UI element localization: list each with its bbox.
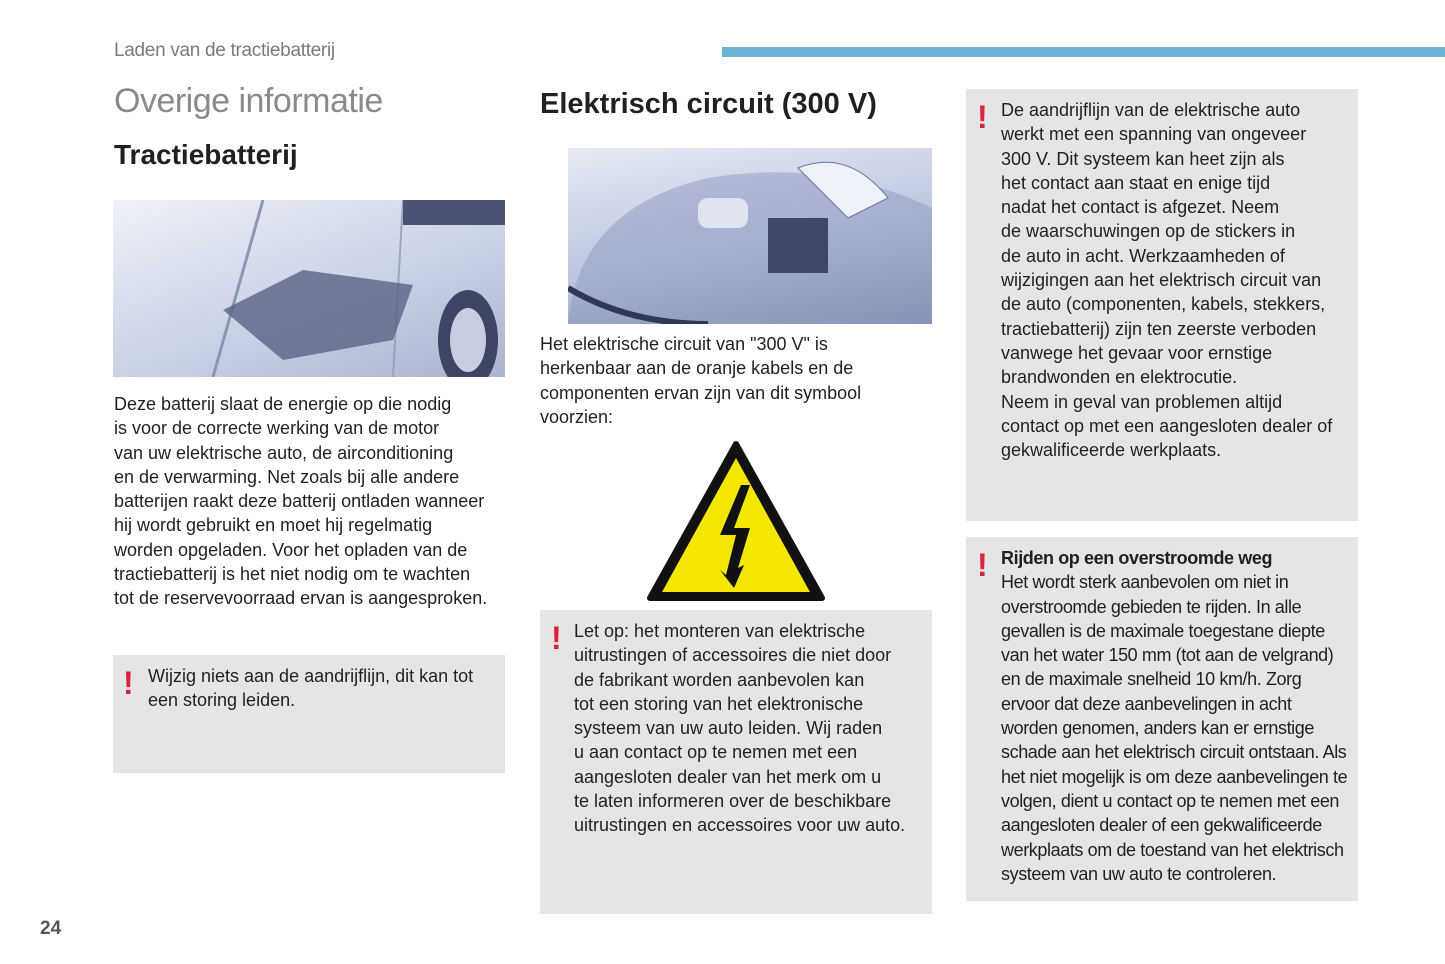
text-line: tractiebatterij is het niet nodig om te wachten bbox=[114, 564, 471, 585]
text-line: aangesloten dealer of een gekwalificeerde bbox=[1001, 815, 1322, 836]
circuit-description bbox=[540, 332, 861, 429]
text-line: hij wordt gebruikt en moet hij regelmatig bbox=[114, 515, 433, 536]
warning-text bbox=[148, 664, 473, 713]
text-line: Het wordt sterk aanbevolen om niet in bbox=[1001, 572, 1289, 593]
tractiebatterij-description bbox=[114, 392, 487, 611]
text-line: de auto (componenten, kabels, stekkers, bbox=[1001, 294, 1326, 315]
warning-text bbox=[1001, 98, 1332, 462]
traction-battery-illustration bbox=[113, 200, 505, 377]
text-line: de fabrikant worden aanbevolen kan bbox=[574, 669, 865, 690]
chapter-title: Laden van de tractiebatterij bbox=[114, 40, 335, 61]
text-line: Wijzig niets aan de aandrijflijn, dit kan tot bbox=[148, 666, 474, 686]
text-line: schade aan het elektrisch circuit ontstaan. Als bbox=[1001, 742, 1347, 763]
warning-text bbox=[1001, 546, 1347, 886]
text-line: volgen, dient u contact op te nemen met een bbox=[1001, 790, 1340, 811]
text-line: contact op met een aangesloten dealer of bbox=[1001, 415, 1333, 436]
text-line: tractiebatterij) zijn ten zeerste verboden bbox=[1001, 318, 1317, 339]
text-line: nadat het contact is afgezet. Neem bbox=[1001, 197, 1280, 218]
text-line: van het water 150 mm (tot aan de velgrand) bbox=[1001, 645, 1334, 666]
text-line: De aandrijflijn van de elektrische auto bbox=[1001, 100, 1301, 120]
elektrisch-circuit-heading: Elektrisch circuit (300 V) bbox=[540, 88, 877, 120]
text-line: en de maximale snelheid 10 km/h. Zorg bbox=[1001, 669, 1302, 690]
text-line: herkenbaar aan de oranje kabels en de bbox=[540, 358, 854, 379]
warning-title: Rijden op een overstroomde weg bbox=[1001, 548, 1273, 568]
text-line: u aan contact op te nemen met een bbox=[574, 742, 858, 763]
warning-box-accessoires bbox=[540, 610, 932, 914]
text-line: wijzigingen aan het elektrisch circuit van bbox=[1001, 270, 1322, 291]
text-line: de waarschuwingen op de stickers in bbox=[1001, 221, 1296, 242]
warning-box-hoogspanning bbox=[966, 89, 1358, 521]
text-line: overstroomde gebieden te rijden. In alle bbox=[1001, 596, 1302, 617]
warning-icon: ! bbox=[123, 665, 134, 701]
text-line: van uw elektrische auto, de airconditioning bbox=[114, 442, 454, 463]
text-line: uitrustingen of accessoires die niet door bbox=[574, 645, 892, 666]
text-line: Neem in geval van problemen altijd bbox=[1001, 391, 1283, 412]
high-voltage-warning-icon bbox=[646, 440, 826, 604]
text-line: een storing leiden. bbox=[148, 690, 296, 711]
text-line: componenten ervan zijn van dit symbool bbox=[540, 382, 862, 403]
text-line: ervoor dat deze aanbevelingen in acht bbox=[1001, 693, 1292, 714]
text-line: worden opgeladen. Voor het opladen van de bbox=[114, 539, 468, 560]
text-line: Deze batterij slaat de energie op die nodig bbox=[114, 394, 452, 414]
electric-circuit-illustration bbox=[568, 148, 932, 324]
text-line: 300 V. Dit systeem kan heet zijn als bbox=[1001, 148, 1285, 169]
section-title: Overige informatie bbox=[114, 82, 383, 120]
text-line: te laten informeren over de beschikbare bbox=[574, 791, 892, 812]
text-line: tot een storing van het elektronische bbox=[574, 693, 864, 714]
text-line: systeem van uw auto leiden. Wij raden bbox=[574, 718, 883, 739]
text-line: vanwege het gevaar voor ernstige bbox=[1001, 342, 1273, 363]
text-line: de auto in acht. Werkzaamheden of bbox=[1001, 245, 1285, 266]
text-line: gevallen is de maximale toegestane diepte bbox=[1001, 620, 1325, 641]
text-line: is voor de correcte werking van de motor bbox=[114, 418, 440, 439]
text-line: werkplaats om de toestand van het elektrisch bbox=[1001, 839, 1344, 860]
text-line: werkt met een spanning van ongeveer bbox=[1001, 124, 1307, 145]
text-line: batterijen raakt deze batterij ontladen wanneer bbox=[114, 491, 485, 512]
text-line: het niet mogelijk is om deze aanbevelingen te bbox=[1001, 766, 1348, 787]
text-line: tot de reservevoorraad ervan is aangesproken. bbox=[114, 588, 488, 609]
chapter-accent-bar bbox=[722, 47, 1445, 57]
page-number: 24 bbox=[40, 918, 62, 939]
tractiebatterij-heading: Tractiebatterij bbox=[114, 139, 298, 170]
warning-body bbox=[1001, 570, 1347, 886]
text-line: uitrustingen en accessoires voor uw auto. bbox=[574, 815, 906, 836]
text-line: het contact aan staat en enige tijd bbox=[1001, 172, 1271, 193]
text-line: en de verwarming. Net zoals bij alle andere bbox=[114, 466, 460, 487]
text-line: voorzien: bbox=[540, 406, 614, 427]
warning-icon: ! bbox=[551, 620, 562, 656]
text-line: Het elektrische circuit van "300 V" is bbox=[540, 334, 828, 354]
warning-icon: ! bbox=[977, 547, 988, 583]
warning-box-aandrijflijn bbox=[113, 655, 505, 773]
text-line: worden genomen, anders kan er ernstige bbox=[1001, 718, 1315, 739]
warning-text bbox=[574, 619, 905, 838]
warning-icon: ! bbox=[977, 99, 988, 135]
text-line: Let op: het monteren van elektrische bbox=[574, 621, 866, 641]
text-line: aangesloten dealer van het merk om u bbox=[574, 766, 882, 787]
text-line: systeem van uw auto te controleren. bbox=[1001, 863, 1277, 884]
text-line: gekwalificeerde werkplaats. bbox=[1001, 440, 1222, 461]
text-line: brandwonden en elektrocutie. bbox=[1001, 367, 1238, 388]
warning-box-overstroomde-weg bbox=[966, 537, 1358, 901]
